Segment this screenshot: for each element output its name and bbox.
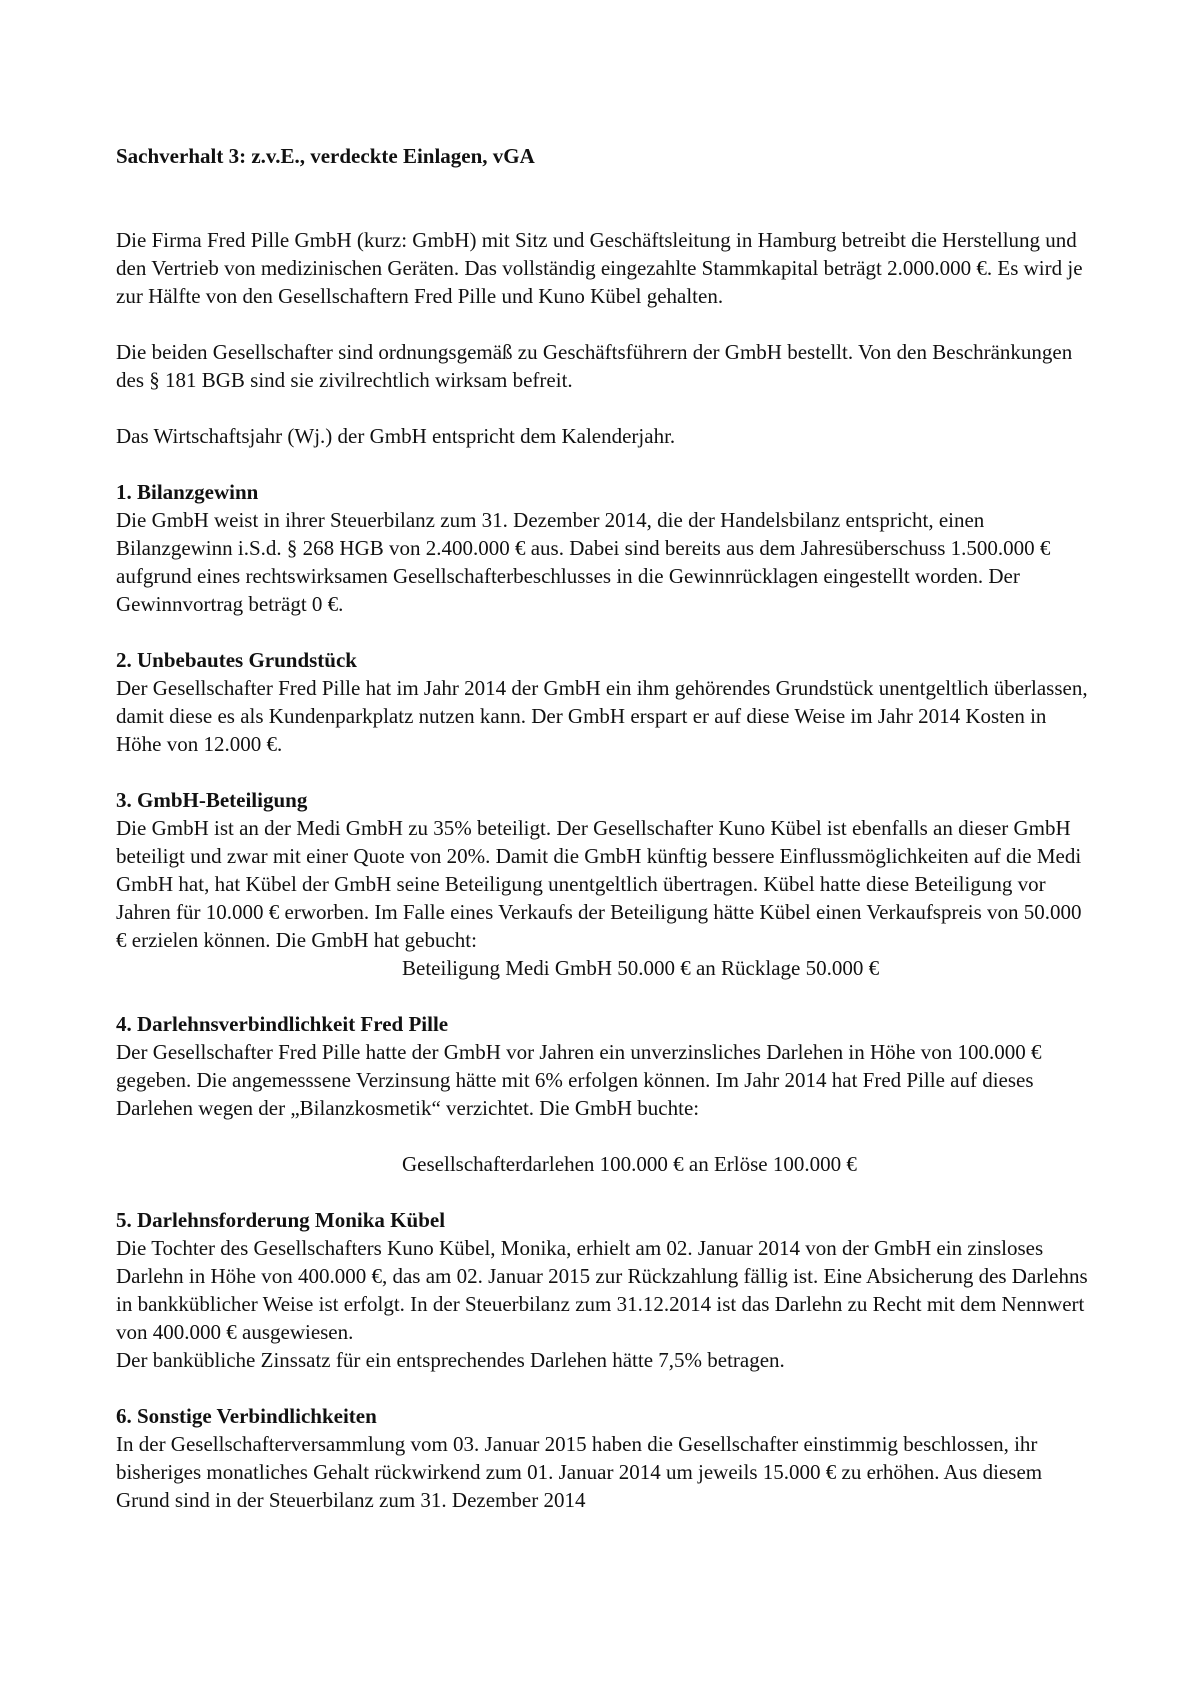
document-title: Sachverhalt 3: z.v.E., verdeckte Einlagen, vGA: [116, 144, 535, 168]
section-text: Der Gesellschafter Fred Pille hat im Jahr 2014 der GmbH ein ihm gehörendes Grundstück unentgeltlich überlassen, damit diese es als Kundenparkplatz nutzen kann. Der GmbH erspart er auf diese Weise im Jahr 2014 Kosten in Höhe von 12.000 €.: [116, 676, 1088, 756]
section-text: Die GmbH ist an der Medi GmbH zu 35% beteiligt. Der Gesellschafter Kuno Kübel ist ebenfalls an dieser GmbH beteiligt und zwar mit einer Quote von 20%. Damit die GmbH künftig bessere Einflussmöglichkeiten auf die Medi GmbH hat, hat Kübel der GmbH seine Beteiligung unentgeltlich übertragen. Kübel hatte diese Beteiligung vor Jahren für 10.000 € erworben. Im Falle eines Verkaufs der Beteiligung hätte Kübel einen Verkaufspreis von 50.000 € erzielen können. Die GmbH hat gebucht:: [116, 816, 1082, 952]
section-heading: 3. GmbH-Beteiligung: [116, 788, 308, 812]
intro-paragraph-2: Die beiden Gesellschafter sind ordnungsgemäß zu Geschäftsführern der GmbH bestellt. Von den Beschränkungen des § 181 BGB sind sie zivilrechtlich wirksam befreit.: [116, 340, 1073, 392]
section-unbebautes-grundstueck: [116, 646, 1096, 758]
section-heading: 6. Sonstige Verbindlichkeiten: [116, 1404, 377, 1428]
booking-entry: Beteiligung Medi GmbH 50.000 € an Rücklage 50.000 €: [402, 956, 880, 980]
section-gmbh-beteiligung: [116, 786, 1096, 982]
section-text-continued: Der bankübliche Zinssatz für ein entsprechendes Darlehen hätte 7,5% betragen.: [116, 1348, 785, 1372]
booking-entry: Gesellschafterdarlehen 100.000 € an Erlöse 100.000 €: [402, 1152, 857, 1176]
section-heading: 2. Unbebautes Grundstück: [116, 648, 357, 672]
section-heading: 1. Bilanzgewinn: [116, 480, 259, 504]
section-heading: 4. Darlehnsverbindlichkeit Fred Pille: [116, 1012, 449, 1036]
section-sonstige-verbindlichkeiten: [116, 1402, 1096, 1514]
section-text: Die Tochter des Gesellschafters Kuno Kübel, Monika, erhielt am 02. Januar 2014 von der GmbH ein zinsloses Darlehn in Höhe von 400.000 €, das am 02. Januar 2015 zur Rückzahlung fällig ist. Eine Absicherung des Darlehns in bankküblicher Weise ist erfolgt. In der Steuerbilanz zum 31.12.2014 ist das Darlehn zu Recht mit dem Nennwert von 400.000 € ausgewiesen.: [116, 1236, 1088, 1344]
section-text: In der Gesellschafterversammlung vom 03. Januar 2015 haben die Gesellschafter einstimmig beschlossen, ihr bisheriges monatliches Gehalt rückwirkend zum 01. Januar 2014 um jeweils 15.000 € zu erhöhen. Aus diesem Grund sind in der Steuerbilanz zum 31. Dezember 2014: [116, 1432, 1043, 1512]
section-heading: 5. Darlehnsforderung Monika Kübel: [116, 1208, 446, 1232]
intro-paragraph-3: Das Wirtschaftsjahr (Wj.) der GmbH entspricht dem Kalenderjahr.: [116, 424, 676, 448]
section-darlehnsverbindlichkeit: [116, 1010, 1096, 1178]
document-body: [116, 142, 1096, 1542]
section-darlehnsforderung: [116, 1206, 1096, 1374]
intro-paragraph-1: Die Firma Fred Pille GmbH (kurz: GmbH) mit Sitz und Geschäftsleitung in Hamburg betreibt die Herstellung und den Vertrieb von medizinischen Geräten. Das vollständig eingezahlte Stammkapital beträgt 2.000.000 €. Es wird je zur Hälfte von den Gesellschaftern Fred Pille und Kuno Kübel gehalten.: [116, 228, 1083, 308]
section-bilanzgewinn: [116, 478, 1096, 618]
section-text: Die GmbH weist in ihrer Steuerbilanz zum 31. Dezember 2014, die der Handelsbilanz entspricht, einen Bilanzgewinn i.S.d. § 268 HGB von 2.400.000 € aus. Dabei sind bereits aus dem Jahresüberschuss 1.500.000 € aufgrund eines rechtswirksamen Gesellschafterbeschlusses in die Gewinnrücklagen eingestellt worden. Der Gewinnvortrag beträgt 0 €.: [116, 508, 1051, 616]
section-text: Der Gesellschafter Fred Pille hatte der GmbH vor Jahren ein unverzinsliches Darlehen in Höhe von 100.000 € gegeben. Die angemesssene Verzinsung hätte mit 6% erfolgen können. Im Jahr 2014 hat Fred Pille auf dieses Darlehen wegen der „Bilanzkosmetik“ verzichtet. Die GmbH buchte:: [116, 1040, 1042, 1120]
